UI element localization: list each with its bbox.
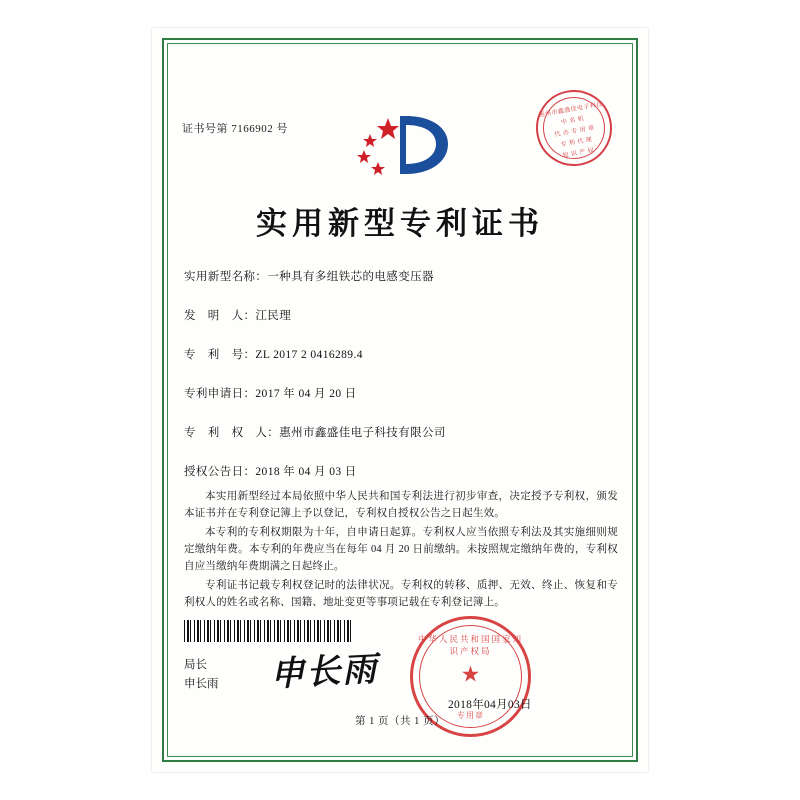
legal-body-text [184,488,618,613]
issue-date: 2018年04月03日 [448,699,532,711]
corner-ornament-bottom-right [610,734,638,762]
signature-labels [184,656,219,694]
patent-office-emblem-icon [348,110,458,180]
field-grant-announcement-date-value: 2018 年 04 月 03 日 [255,466,357,478]
director-title-label: 局长 [184,659,207,671]
agency-stamp-line-4: 专 利 代 理 [560,137,593,149]
agency-stamp-line-5: 知 识 产 权 [562,147,595,160]
agency-stamp-line-1: 惠州市鑫盛佳电子科技 [538,101,604,119]
field-grant-announcement-date-label: 授权公告日： [184,466,256,478]
official-seal-bottom-text: 专用章 [457,711,484,720]
field-patentee [184,424,620,440]
field-invention-name [184,268,620,284]
certificate-sheet [152,28,648,772]
page-footer: 第 1 页（共 1 页） [355,716,445,727]
agency-stamp-line-2: 中 名 机 [560,116,585,127]
legal-paragraph-1: 本实用新型经过本局依照中华人民共和国专利法进行初步审查，决定授予专利权，颁发本证书并在专利登记簿上予以登记，专利权自授权公告之日起生效。 [184,491,618,519]
field-patent-number-label: 专 利 号： [184,349,256,361]
field-invention-name-label: 实用新型名称： [184,271,268,283]
agency-stamp-line-3: 代 办 专 用 章 [554,125,596,139]
barcode [184,620,354,642]
field-inventor [184,307,620,323]
field-application-date-label: 专利申请日： [184,388,256,400]
field-grant-announcement-date [184,463,620,479]
field-application-date [184,385,620,401]
field-inventor-value: 江民理 [255,310,292,322]
star-icon: ★ [460,660,481,686]
field-application-date-value: 2017 年 04 月 20 日 [255,388,357,400]
field-inventor-label: 发 明 人： [184,310,256,322]
corner-ornament-top-right [610,38,638,66]
field-invention-name-value: 一种具有多组铁芯的电感变压器 [267,271,434,283]
field-patent-number [184,346,620,362]
director-name-label: 申长雨 [184,678,219,690]
handwritten-signature: 申长雨 [269,651,380,694]
field-patentee-value: 惠州市鑫盛佳电子科技有限公司 [279,427,446,439]
field-patentee-label: 专 利 权 人： [184,427,280,439]
field-patent-number-value: ZL 2017 2 0416289.4 [255,349,363,361]
official-seal-top-text: 中华人民共和国国家知识产权局 [417,634,523,656]
legal-paragraph-3: 专利证书记载专利权登记时的法律状况。专利权的转移、质押、无效、终止、恢复和专利权人的姓名或名称、国籍、地址变更等事项记载在专利登记簿上。 [184,580,618,608]
field-list [184,268,620,502]
certificate-title: 实用新型专利证书 [256,206,544,241]
corner-ornament-top-left [162,38,190,66]
corner-ornament-bottom-left [162,734,190,762]
legal-paragraph-2: 本专利的专利权期限为十年，自申请日起算。专利权人应当依照专利法及其实施细则规定缴纳年费。本专利的年费应当在每年 04 月 20 日前缴纳。未按照规定缴纳年费的，专利权自应当缴纳年费期满之日起终止。 [184,527,618,572]
certificate-number: 证书号第 7166902 号 [182,123,288,135]
